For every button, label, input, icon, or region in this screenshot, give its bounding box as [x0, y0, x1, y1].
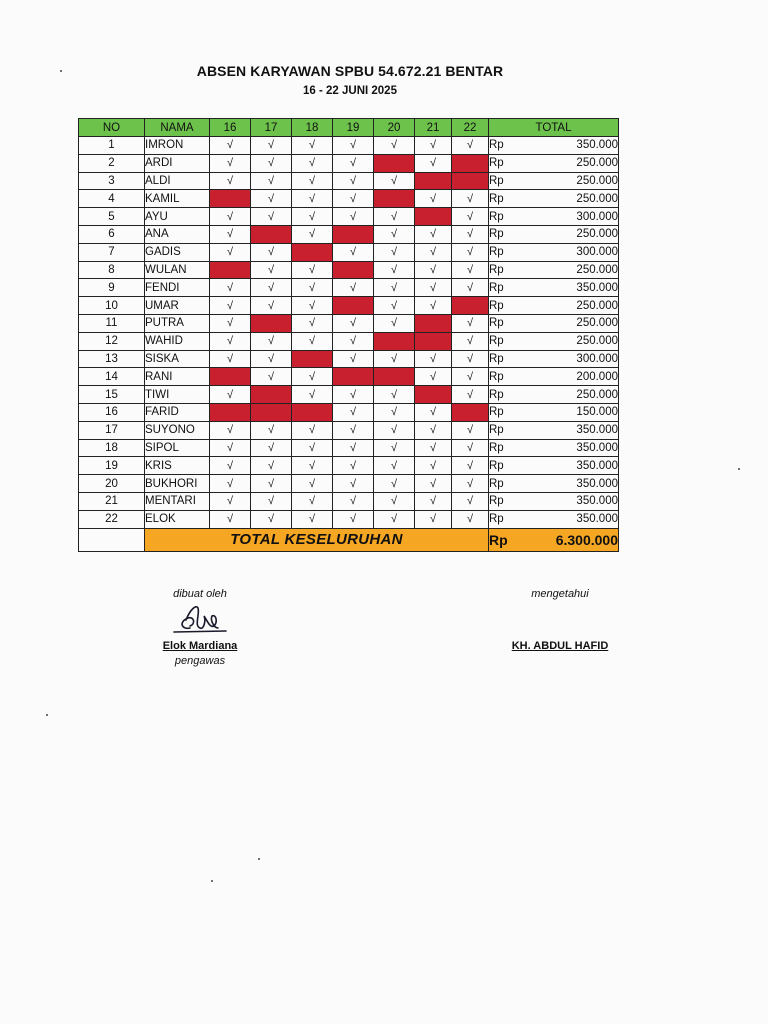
- salary-amount: 250.000: [527, 154, 619, 172]
- present-check-cell: √: [374, 172, 415, 190]
- present-check-cell: √: [452, 386, 489, 404]
- present-check-cell: √: [210, 510, 251, 528]
- present-check-cell: √: [210, 172, 251, 190]
- absent-cell: [374, 190, 415, 208]
- table-row: [79, 457, 619, 475]
- currency-label: Rp: [489, 279, 527, 297]
- currency-label: Rp: [489, 190, 527, 208]
- currency-label: Rp: [489, 386, 527, 404]
- employee-name: FENDI: [145, 279, 210, 297]
- row-number: 20: [79, 475, 145, 493]
- handwritten-signature: [160, 600, 240, 636]
- present-check-cell: √: [452, 492, 489, 510]
- present-check-cell: √: [292, 439, 333, 457]
- absent-cell: [210, 403, 251, 421]
- present-check-cell: √: [333, 475, 374, 493]
- header-day: 21: [415, 119, 452, 137]
- present-check-cell: √: [333, 208, 374, 226]
- present-check-cell: √: [292, 297, 333, 315]
- present-check-cell: √: [333, 172, 374, 190]
- employee-name: SIPOL: [145, 439, 210, 457]
- present-check-cell: √: [292, 368, 333, 386]
- present-check-cell: √: [452, 279, 489, 297]
- absent-cell: [374, 154, 415, 172]
- table-row: [79, 190, 619, 208]
- salary-amount: 300.000: [527, 208, 619, 226]
- present-check-cell: √: [415, 225, 452, 243]
- salary-amount: 250.000: [527, 190, 619, 208]
- employee-name: UMAR: [145, 297, 210, 315]
- scan-speck: [211, 880, 213, 882]
- currency-label: Rp: [489, 439, 527, 457]
- document-subtitle: 16 - 22 JUNI 2025: [303, 85, 397, 97]
- present-check-cell: √: [210, 439, 251, 457]
- employee-name: ALDI: [145, 172, 210, 190]
- salary-amount: 350.000: [527, 457, 619, 475]
- present-check-cell: √: [333, 190, 374, 208]
- salary-amount: 250.000: [527, 261, 619, 279]
- salary-amount: 350.000: [527, 475, 619, 493]
- present-check-cell: √: [251, 261, 292, 279]
- present-check-cell: √: [333, 386, 374, 404]
- employee-name: RANI: [145, 368, 210, 386]
- present-check-cell: √: [415, 243, 452, 261]
- present-check-cell: √: [251, 457, 292, 475]
- present-check-cell: √: [251, 439, 292, 457]
- table-row: [79, 475, 619, 493]
- signature-block-right: [490, 588, 630, 652]
- table-row: [79, 421, 619, 439]
- present-check-cell: √: [452, 314, 489, 332]
- currency-label: Rp: [489, 243, 527, 261]
- present-check-cell: √: [452, 208, 489, 226]
- present-check-cell: √: [452, 350, 489, 368]
- absent-cell: [452, 172, 489, 190]
- absent-cell: [333, 225, 374, 243]
- salary-amount: 350.000: [527, 510, 619, 528]
- currency-label: Rp: [489, 350, 527, 368]
- attendance-table: [78, 118, 619, 552]
- present-check-cell: √: [452, 261, 489, 279]
- left-signer-name: Elok Mardiana: [162, 640, 238, 652]
- present-check-cell: √: [292, 421, 333, 439]
- table-row: [79, 350, 619, 368]
- table-row: [79, 403, 619, 421]
- absent-cell: [415, 172, 452, 190]
- absent-cell: [292, 350, 333, 368]
- currency-label: Rp: [489, 368, 527, 386]
- salary-amount: 350.000: [527, 492, 619, 510]
- present-check-cell: √: [333, 510, 374, 528]
- present-check-cell: √: [452, 439, 489, 457]
- employee-name: ARDI: [145, 154, 210, 172]
- employee-name: WAHID: [145, 332, 210, 350]
- table-row: [79, 492, 619, 510]
- present-check-cell: √: [374, 225, 415, 243]
- present-check-cell: √: [292, 386, 333, 404]
- present-check-cell: √: [251, 368, 292, 386]
- present-check-cell: √: [210, 279, 251, 297]
- present-check-cell: √: [210, 350, 251, 368]
- employee-name: FARID: [145, 403, 210, 421]
- present-check-cell: √: [374, 279, 415, 297]
- present-check-cell: √: [374, 492, 415, 510]
- present-check-cell: √: [292, 510, 333, 528]
- present-check-cell: √: [210, 475, 251, 493]
- salary-amount: 350.000: [527, 421, 619, 439]
- present-check-cell: √: [333, 154, 374, 172]
- present-check-cell: √: [210, 208, 251, 226]
- present-check-cell: √: [452, 510, 489, 528]
- present-check-cell: √: [333, 403, 374, 421]
- row-number: 16: [79, 403, 145, 421]
- absent-cell: [415, 332, 452, 350]
- row-number: 1: [79, 137, 145, 155]
- document-title: ABSEN KARYAWAN SPBU 54.672.21 BENTAR: [196, 63, 504, 79]
- present-check-cell: √: [374, 475, 415, 493]
- absent-cell: [374, 332, 415, 350]
- employee-name: PUTRA: [145, 314, 210, 332]
- present-check-cell: √: [210, 314, 251, 332]
- acknowledged-caption: mengetahui: [531, 588, 589, 600]
- present-check-cell: √: [452, 225, 489, 243]
- present-check-cell: √: [374, 208, 415, 226]
- absent-cell: [251, 386, 292, 404]
- row-number: 13: [79, 350, 145, 368]
- total-empty-cell: [79, 528, 145, 551]
- table-row: [79, 225, 619, 243]
- present-check-cell: √: [415, 492, 452, 510]
- table-row: [79, 137, 619, 155]
- present-check-cell: √: [292, 261, 333, 279]
- absent-cell: [452, 154, 489, 172]
- present-check-cell: √: [415, 457, 452, 475]
- employee-name: KAMIL: [145, 190, 210, 208]
- employee-name: SISKA: [145, 350, 210, 368]
- present-check-cell: √: [333, 279, 374, 297]
- present-check-cell: √: [415, 154, 452, 172]
- header-total: TOTAL: [489, 119, 619, 137]
- present-check-cell: √: [210, 225, 251, 243]
- salary-amount: 250.000: [527, 332, 619, 350]
- absent-cell: [210, 368, 251, 386]
- present-check-cell: √: [292, 279, 333, 297]
- present-check-cell: √: [292, 475, 333, 493]
- currency-label: Rp: [489, 403, 527, 421]
- absent-cell: [415, 208, 452, 226]
- currency-label: Rp: [489, 225, 527, 243]
- present-check-cell: √: [374, 297, 415, 315]
- currency-label: Rp: [489, 457, 527, 475]
- present-check-cell: √: [333, 421, 374, 439]
- present-check-cell: √: [374, 457, 415, 475]
- salary-amount: 250.000: [527, 172, 619, 190]
- scan-speck: [46, 714, 48, 716]
- employee-name: GADIS: [145, 243, 210, 261]
- employee-name: KRIS: [145, 457, 210, 475]
- present-check-cell: √: [292, 208, 333, 226]
- present-check-cell: √: [415, 297, 452, 315]
- present-check-cell: √: [452, 421, 489, 439]
- header-day: 19: [333, 119, 374, 137]
- salary-amount: 250.000: [527, 386, 619, 404]
- absent-cell: [292, 243, 333, 261]
- row-number: 14: [79, 368, 145, 386]
- present-check-cell: √: [452, 475, 489, 493]
- present-check-cell: √: [251, 279, 292, 297]
- table-row: [79, 172, 619, 190]
- present-check-cell: √: [452, 368, 489, 386]
- absent-cell: [452, 403, 489, 421]
- absent-cell: [251, 403, 292, 421]
- row-number: 19: [79, 457, 145, 475]
- present-check-cell: √: [251, 190, 292, 208]
- present-check-cell: √: [292, 225, 333, 243]
- present-check-cell: √: [374, 439, 415, 457]
- currency-label: Rp: [489, 510, 527, 528]
- row-number: 18: [79, 439, 145, 457]
- salary-amount: 200.000: [527, 368, 619, 386]
- present-check-cell: √: [292, 154, 333, 172]
- total-label: TOTAL KESELURUHAN: [145, 528, 489, 551]
- present-check-cell: √: [210, 154, 251, 172]
- salary-amount: 350.000: [527, 439, 619, 457]
- present-check-cell: √: [251, 421, 292, 439]
- header-nama: NAMA: [145, 119, 210, 137]
- absent-cell: [333, 297, 374, 315]
- present-check-cell: √: [415, 403, 452, 421]
- row-number: 11: [79, 314, 145, 332]
- row-number: 3: [79, 172, 145, 190]
- currency-label: Rp: [489, 154, 527, 172]
- absent-cell: [251, 314, 292, 332]
- table-row: [79, 279, 619, 297]
- salary-amount: 150.000: [527, 403, 619, 421]
- present-check-cell: √: [415, 475, 452, 493]
- present-check-cell: √: [333, 492, 374, 510]
- row-number: 22: [79, 510, 145, 528]
- row-number: 4: [79, 190, 145, 208]
- absent-cell: [452, 297, 489, 315]
- total-currency: Rp: [489, 528, 527, 551]
- present-check-cell: √: [210, 243, 251, 261]
- header-day: 17: [251, 119, 292, 137]
- present-check-cell: √: [210, 492, 251, 510]
- present-check-cell: √: [374, 510, 415, 528]
- absent-cell: [251, 225, 292, 243]
- present-check-cell: √: [374, 137, 415, 155]
- header-day: 18: [292, 119, 333, 137]
- row-number: 7: [79, 243, 145, 261]
- salary-amount: 350.000: [527, 137, 619, 155]
- currency-label: Rp: [489, 208, 527, 226]
- employee-name: ANA: [145, 225, 210, 243]
- present-check-cell: √: [251, 137, 292, 155]
- employee-name: IMRON: [145, 137, 210, 155]
- left-signer-role: pengawas: [174, 655, 226, 667]
- present-check-cell: √: [292, 457, 333, 475]
- absent-cell: [415, 314, 452, 332]
- absent-cell: [292, 403, 333, 421]
- currency-label: Rp: [489, 137, 527, 155]
- made-by-caption: dibuat oleh: [173, 588, 227, 600]
- currency-label: Rp: [489, 314, 527, 332]
- table-row: [79, 439, 619, 457]
- present-check-cell: √: [210, 457, 251, 475]
- employee-name: BUKHORI: [145, 475, 210, 493]
- table-row: [79, 208, 619, 226]
- present-check-cell: √: [374, 243, 415, 261]
- present-check-cell: √: [415, 350, 452, 368]
- currency-label: Rp: [489, 475, 527, 493]
- present-check-cell: √: [415, 190, 452, 208]
- present-check-cell: √: [210, 297, 251, 315]
- row-number: 2: [79, 154, 145, 172]
- present-check-cell: √: [251, 332, 292, 350]
- scan-speck: [258, 858, 260, 860]
- absent-cell: [210, 261, 251, 279]
- signature-block-left: [140, 588, 260, 667]
- present-check-cell: √: [374, 261, 415, 279]
- present-check-cell: √: [251, 492, 292, 510]
- present-check-cell: √: [374, 350, 415, 368]
- present-check-cell: √: [415, 261, 452, 279]
- currency-label: Rp: [489, 332, 527, 350]
- present-check-cell: √: [333, 439, 374, 457]
- currency-label: Rp: [489, 492, 527, 510]
- present-check-cell: √: [251, 243, 292, 261]
- row-number: 9: [79, 279, 145, 297]
- present-check-cell: √: [452, 137, 489, 155]
- absent-cell: [210, 190, 251, 208]
- present-check-cell: √: [251, 297, 292, 315]
- employee-name: WULAN: [145, 261, 210, 279]
- row-number: 12: [79, 332, 145, 350]
- present-check-cell: √: [210, 332, 251, 350]
- row-number: 10: [79, 297, 145, 315]
- present-check-cell: √: [292, 332, 333, 350]
- employee-name: AYU: [145, 208, 210, 226]
- present-check-cell: √: [452, 457, 489, 475]
- header-day: 16: [210, 119, 251, 137]
- table-row: [79, 243, 619, 261]
- header-no: NO: [79, 119, 145, 137]
- present-check-cell: √: [333, 314, 374, 332]
- header-day: 20: [374, 119, 415, 137]
- present-check-cell: √: [251, 172, 292, 190]
- table-row: [79, 332, 619, 350]
- right-signer-name: KH. ABDUL HAFID: [511, 640, 609, 652]
- present-check-cell: √: [251, 208, 292, 226]
- present-check-cell: √: [415, 368, 452, 386]
- currency-label: Rp: [489, 261, 527, 279]
- present-check-cell: √: [251, 475, 292, 493]
- header-day: 22: [452, 119, 489, 137]
- present-check-cell: √: [292, 137, 333, 155]
- present-check-cell: √: [292, 190, 333, 208]
- present-check-cell: √: [292, 314, 333, 332]
- total-row: [79, 528, 619, 551]
- present-check-cell: √: [292, 492, 333, 510]
- present-check-cell: √: [415, 279, 452, 297]
- present-check-cell: √: [415, 137, 452, 155]
- employee-name: TIWI: [145, 386, 210, 404]
- present-check-cell: √: [415, 510, 452, 528]
- row-number: 21: [79, 492, 145, 510]
- present-check-cell: √: [333, 137, 374, 155]
- present-check-cell: √: [374, 386, 415, 404]
- present-check-cell: √: [374, 421, 415, 439]
- present-check-cell: √: [333, 457, 374, 475]
- currency-label: Rp: [489, 421, 527, 439]
- present-check-cell: √: [452, 332, 489, 350]
- currency-label: Rp: [489, 297, 527, 315]
- row-number: 17: [79, 421, 145, 439]
- absent-cell: [374, 368, 415, 386]
- present-check-cell: √: [251, 350, 292, 368]
- present-check-cell: √: [210, 137, 251, 155]
- salary-amount: 350.000: [527, 279, 619, 297]
- present-check-cell: √: [452, 243, 489, 261]
- employee-name: SUYONO: [145, 421, 210, 439]
- table-body: [79, 137, 619, 529]
- table-row: [79, 314, 619, 332]
- currency-label: Rp: [489, 172, 527, 190]
- employee-name: ELOK: [145, 510, 210, 528]
- row-number: 8: [79, 261, 145, 279]
- total-amount: 6.300.000: [527, 528, 619, 551]
- row-number: 6: [79, 225, 145, 243]
- scan-speck: [738, 468, 740, 470]
- employee-name: MENTARI: [145, 492, 210, 510]
- present-check-cell: √: [251, 510, 292, 528]
- salary-amount: 250.000: [527, 314, 619, 332]
- salary-amount: 300.000: [527, 350, 619, 368]
- salary-amount: 250.000: [527, 225, 619, 243]
- table-row: [79, 261, 619, 279]
- present-check-cell: √: [452, 190, 489, 208]
- absent-cell: [333, 261, 374, 279]
- present-check-cell: √: [415, 439, 452, 457]
- table-row: [79, 368, 619, 386]
- present-check-cell: √: [415, 421, 452, 439]
- absent-cell: [333, 368, 374, 386]
- row-number: 5: [79, 208, 145, 226]
- absent-cell: [415, 386, 452, 404]
- present-check-cell: √: [251, 154, 292, 172]
- scan-speck: [60, 70, 62, 72]
- present-check-cell: √: [374, 314, 415, 332]
- row-number: 15: [79, 386, 145, 404]
- table-row: [79, 386, 619, 404]
- present-check-cell: √: [210, 421, 251, 439]
- present-check-cell: √: [374, 403, 415, 421]
- salary-amount: 300.000: [527, 243, 619, 261]
- present-check-cell: √: [333, 243, 374, 261]
- table-header-row: [79, 119, 619, 137]
- present-check-cell: √: [333, 332, 374, 350]
- present-check-cell: √: [333, 350, 374, 368]
- present-check-cell: √: [210, 386, 251, 404]
- table-row: [79, 297, 619, 315]
- present-check-cell: √: [292, 172, 333, 190]
- salary-amount: 250.000: [527, 297, 619, 315]
- table-row: [79, 154, 619, 172]
- table-row: [79, 510, 619, 528]
